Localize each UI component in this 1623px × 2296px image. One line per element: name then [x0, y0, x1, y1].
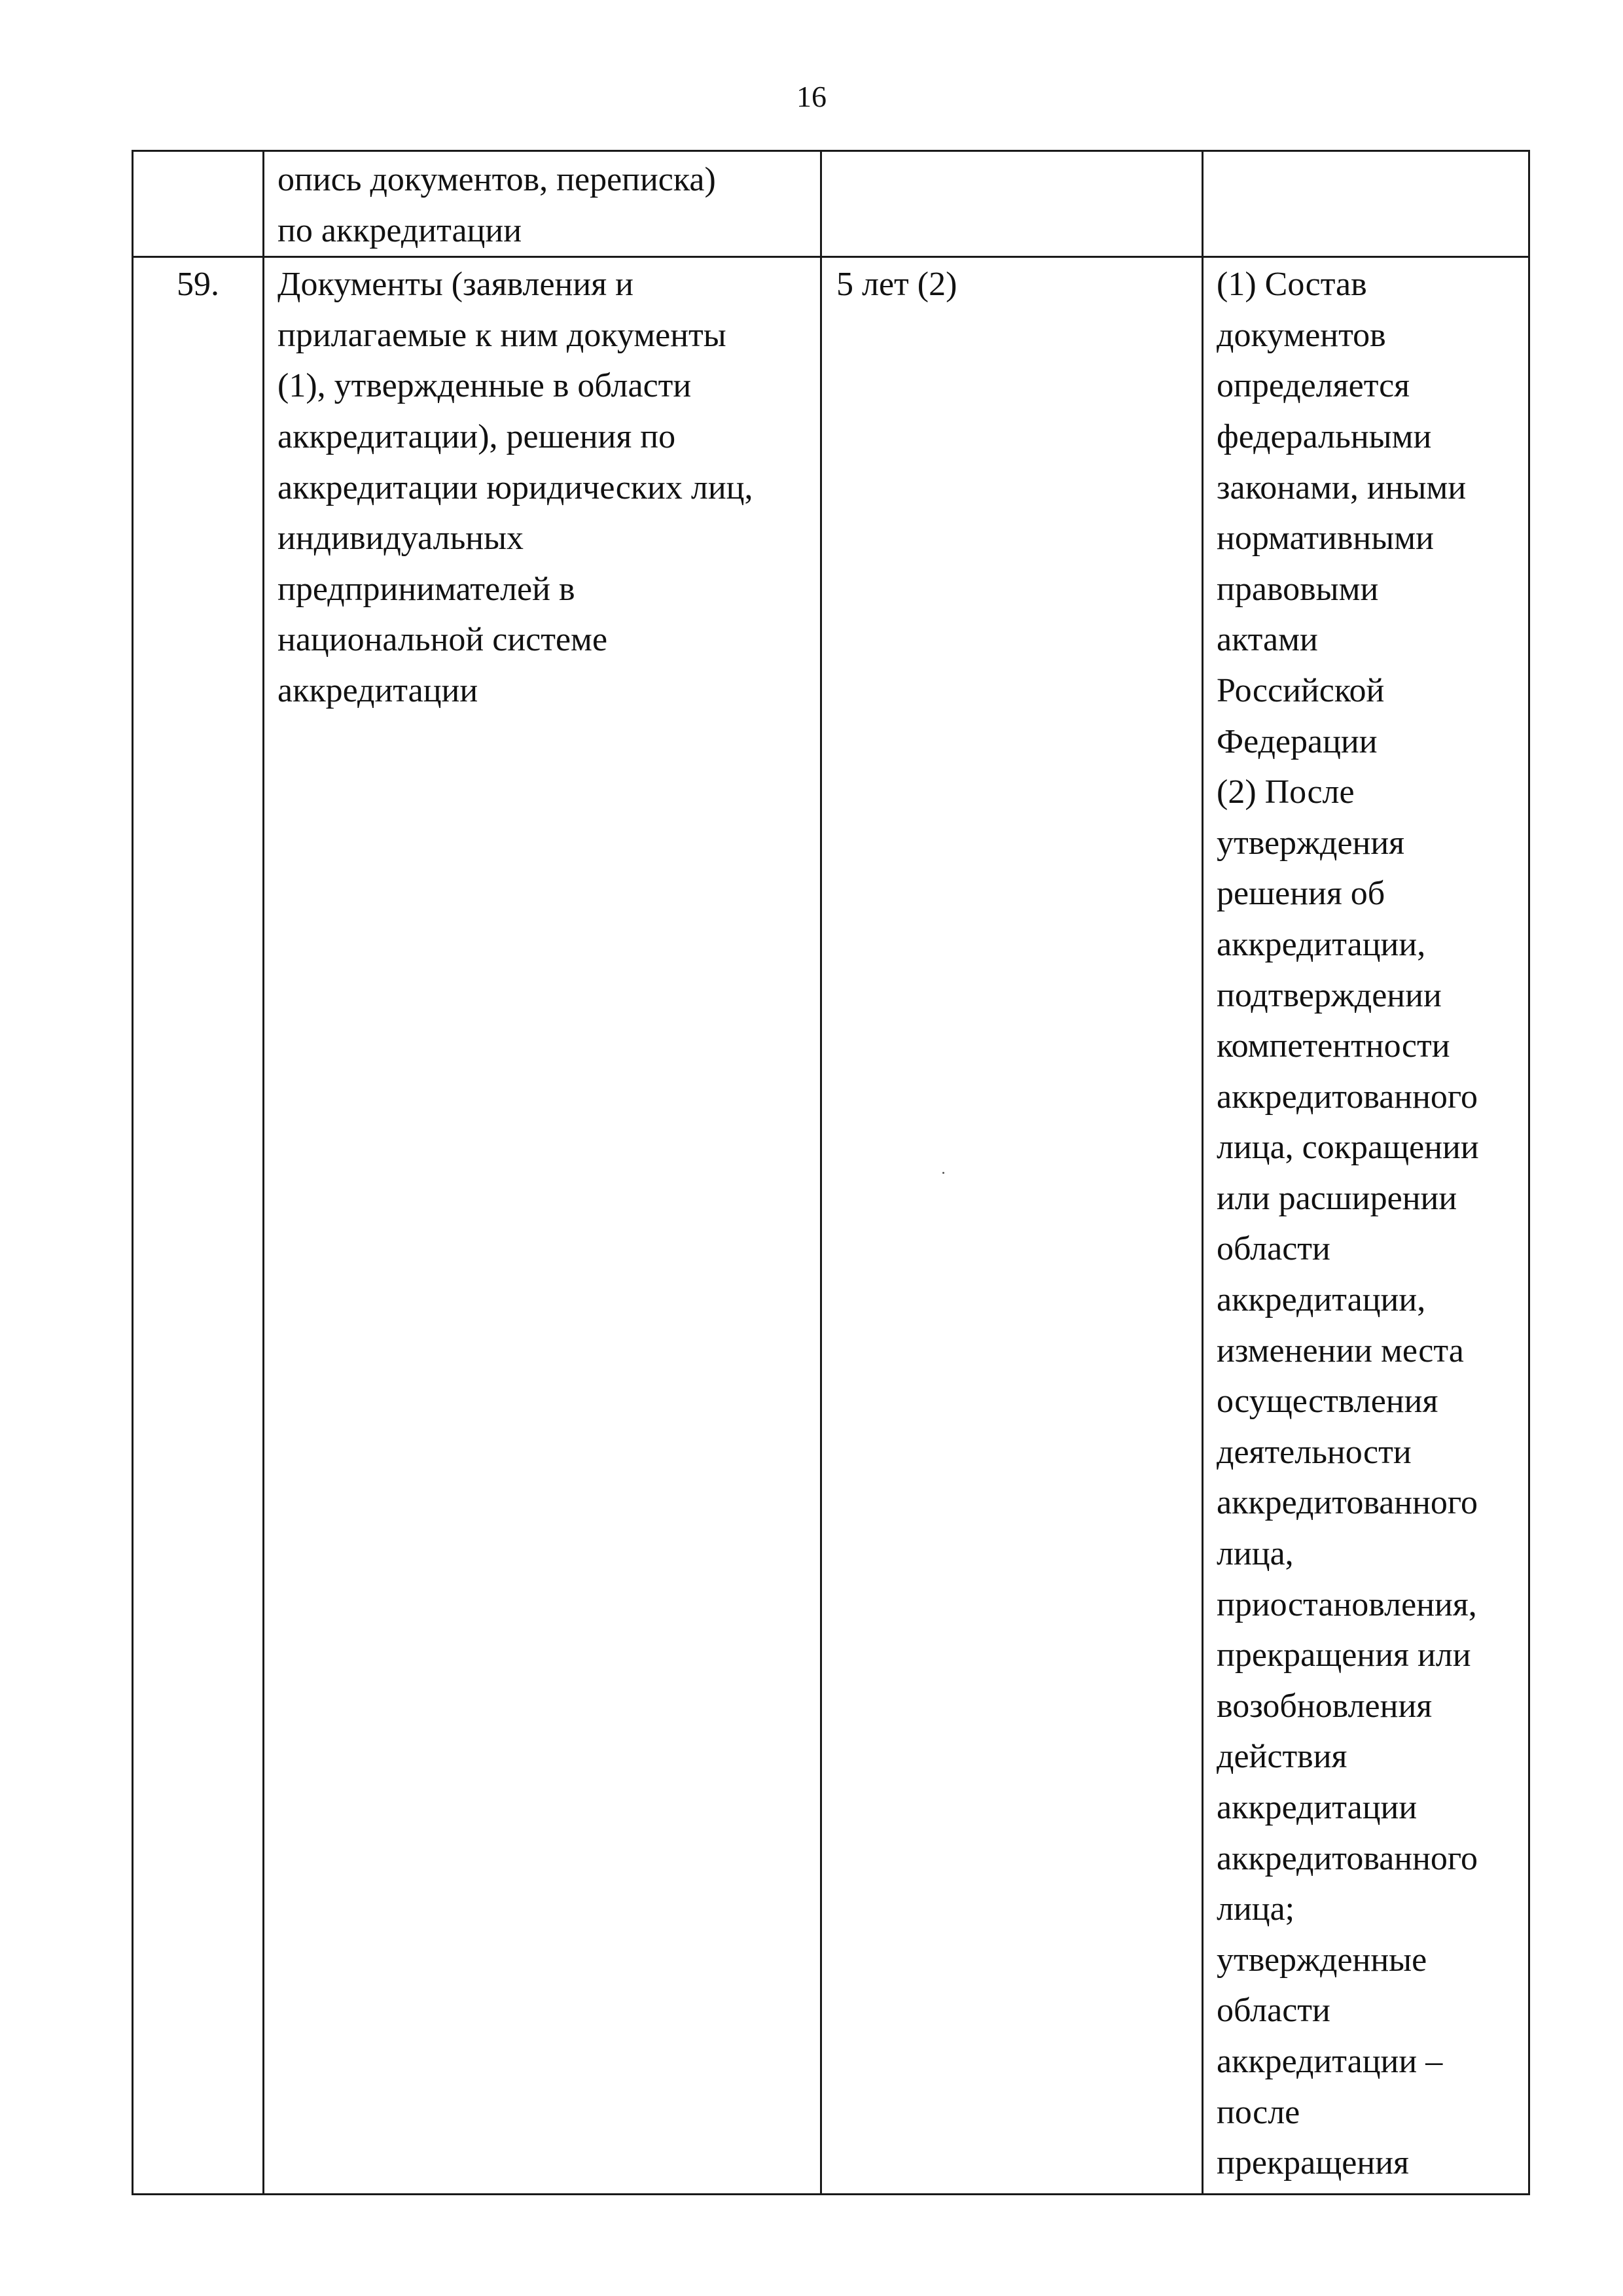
term-cell [821, 151, 1203, 257]
note-line: или расширении [1217, 1179, 1457, 1217]
row-number-cell [133, 257, 264, 2195]
note-line: после [1217, 2093, 1300, 2131]
note-line: действия [1217, 1738, 1347, 1776]
term-text [822, 152, 1202, 154]
document-line: прилагаемые к ним документы [277, 316, 726, 354]
document-line: аккредитации [277, 671, 478, 709]
note-cell [1203, 257, 1529, 2195]
note-line: возобновления [1217, 1687, 1433, 1725]
note-line: лица; [1217, 1890, 1295, 1928]
note-line: Российской [1217, 671, 1385, 709]
note-line: деятельности [1217, 1433, 1412, 1471]
page-number: 16 [796, 80, 827, 113]
document-cell [264, 151, 821, 257]
note-line: нормативными [1217, 520, 1434, 557]
note-text [1204, 152, 1528, 154]
document-line: национальной системе [277, 621, 608, 659]
note-line: правовыми [1217, 570, 1379, 608]
row-number [134, 152, 262, 153]
document-line: по аккредитации [277, 211, 522, 249]
note-line: изменении места [1217, 1332, 1464, 1369]
note-line: законами, иными [1217, 468, 1467, 506]
note-line: аккредитации [1217, 1789, 1418, 1826]
table-row-continuation [133, 151, 1529, 257]
note-line: аккредитованного [1217, 1078, 1478, 1116]
note-line: прекращения или [1217, 1636, 1471, 1674]
note-line: подтверждении [1217, 976, 1442, 1014]
note-line: аккредитованного [1217, 1484, 1478, 1522]
note-cell [1203, 151, 1529, 257]
document-line: предпринимателей в [277, 570, 575, 608]
note-line: документов [1217, 316, 1386, 354]
note-line: осуществления [1217, 1383, 1438, 1421]
document-line: индивидуальных [277, 520, 524, 557]
document-line: опись документов, переписка) [277, 161, 716, 198]
note-line: лица, сокращении [1217, 1129, 1479, 1167]
note-line: определяется [1217, 367, 1410, 405]
document-line: аккредитации юридических лиц, [277, 468, 753, 506]
records-table [132, 150, 1530, 2195]
note-line: Федерации [1217, 722, 1378, 760]
note-line: аккредитации – [1217, 2042, 1443, 2080]
note-line: области [1217, 1230, 1330, 1268]
note-line: актами [1217, 621, 1318, 659]
row-number-cell [133, 151, 264, 257]
term-text: 5 лет (2) [836, 266, 957, 304]
note-line: утвержденные [1217, 1941, 1427, 1979]
scan-speck [942, 1172, 944, 1174]
note-line: области [1217, 1992, 1330, 2030]
note-line: компетентности [1217, 1027, 1450, 1065]
note-line: аккредитации, [1217, 925, 1426, 963]
document-line: Документы (заявления и [277, 266, 633, 304]
document-line: (1), утвержденные в области [277, 367, 692, 405]
note-line: (1) Состав [1217, 266, 1367, 304]
note-line: приостановления, [1217, 1585, 1477, 1623]
note-line: решения об [1217, 875, 1385, 913]
note-line: (2) После [1217, 773, 1355, 811]
note-line: аккредитованного [1217, 1839, 1478, 1877]
note-line: лица, [1217, 1535, 1294, 1573]
term-cell [821, 257, 1203, 2195]
document-cell [264, 257, 821, 2195]
document-line: аккредитации), решения по [277, 417, 676, 455]
note-line: утверждения [1217, 824, 1405, 862]
table-row-59 [133, 257, 1529, 2195]
row-number: 59. [177, 266, 219, 304]
note-line: прекращения [1217, 2144, 1409, 2182]
note-line: федеральными [1217, 417, 1432, 455]
note-line: аккредитации, [1217, 1281, 1426, 1319]
